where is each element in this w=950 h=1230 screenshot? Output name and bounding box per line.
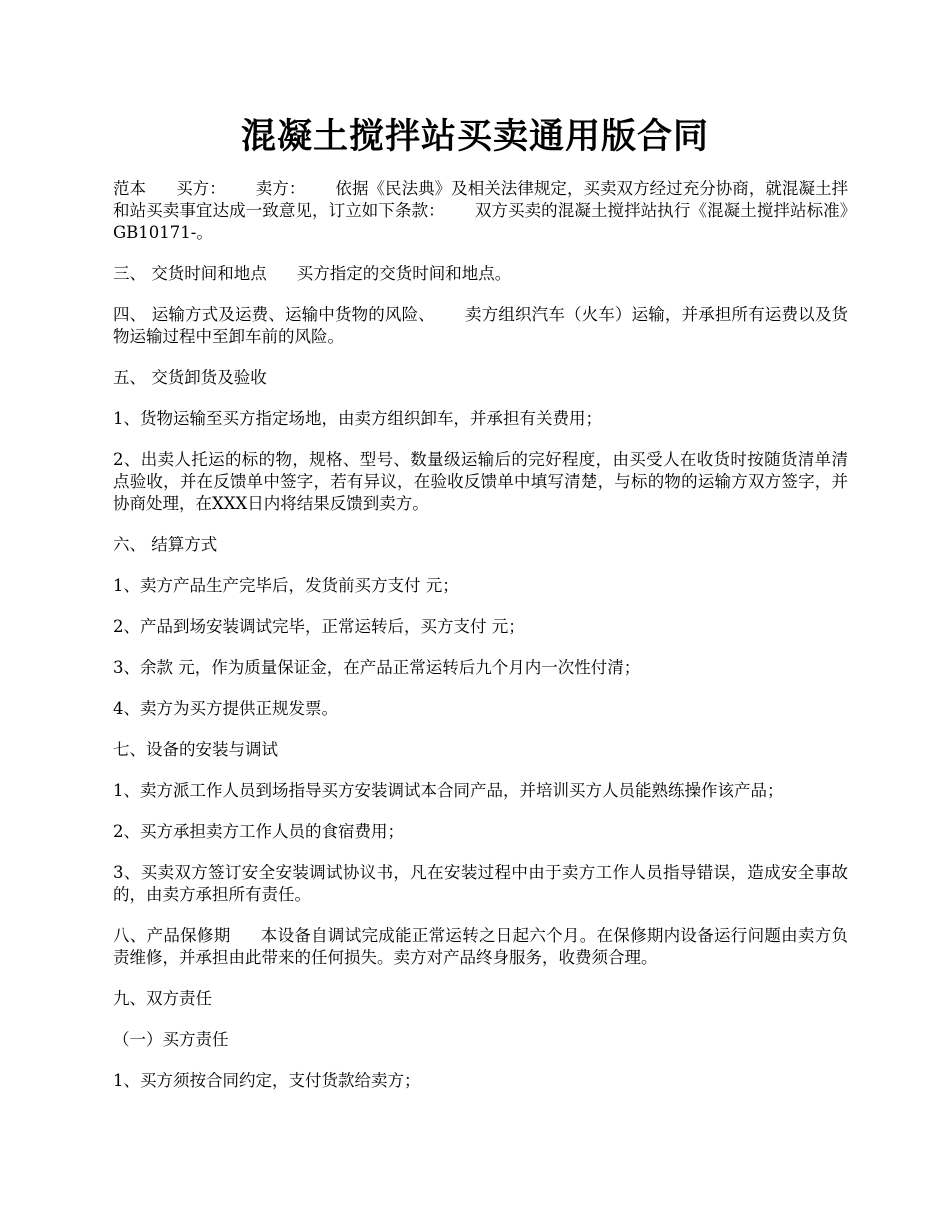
- section-7-item-2: 2、买方承担卖方工作人员的食宿费用；: [113, 822, 404, 841]
- document-title: 混凝土搅拌站买卖通用版合同: [240, 116, 709, 157]
- section-4-heading: 四、 运输方式及运费、运输中货物的风险、: [113, 305, 435, 324]
- section-3: [113, 263, 848, 285]
- section-8-text: 本设备自调试完成能正常运转之日起六个月。在保修期内设备运行问题由卖方负责维修，并承担由此带来的任何损失。卖方对产品终身服务，收费须合理。: [113, 926, 849, 967]
- intro-template-label: 范本: [113, 179, 147, 198]
- section-7-item-3: 3、买卖双方签订安全安装调试协议书，凡在安装过程中由于卖方工作人员指导错误，造成安全事故的，由卖方承担所有责任。: [113, 863, 848, 904]
- section-6-item-4: 4、卖方为买方提供正规发票。: [113, 699, 338, 718]
- section-4: [113, 304, 848, 348]
- section-5-item-2: 2、出卖人托运的标的物，规格、型号、数量级运输后的完好程度，由买受人在收货时按随货清单清点验收，并在反馈单中签字，若有异议，在验收反馈单中填写清楚，与标的物的运输方双方签字，并协商处理，在XXX日内将结果反馈到卖方。: [113, 450, 848, 513]
- section-9-subheading: （一）买方责任: [113, 1030, 229, 1049]
- section-6-item-3: 3、余款 元，作为质量保证金，在产品正常运转后九个月内一次性付清；: [113, 658, 641, 677]
- section-6-heading: 六、 结算方式: [113, 535, 218, 554]
- section-6-item-1: 1、卖方产品生产完毕后，发货前买方支付 元；: [113, 576, 459, 595]
- intro-buyer-label: 买方：: [176, 179, 226, 198]
- section-7-heading: 七、设备的安装与调试: [113, 740, 278, 759]
- intro-basis-text: 依据《民法典》及相关法律规定，买卖双方经过充分协商，就混凝土拌和站买卖事宜达成一致意见，订立如下条款：: [113, 179, 849, 220]
- section-4-text: 卖方组织汽车（火车）运输，并承担所有运费以及货物运输过程中至卸车前的风险。: [113, 305, 849, 346]
- intro-standard-text: 双方买卖的混凝土搅拌站执行《混凝土搅拌站标准》GB10171-。: [113, 201, 849, 242]
- section-3-heading: 三、 交货时间和地点: [113, 264, 267, 283]
- section-9-item-1: 1、买方须按合同约定，支付货款给卖方；: [113, 1071, 421, 1090]
- section-5-heading: 五、 交货卸货及验收: [113, 368, 267, 387]
- intro-paragraph: [113, 178, 848, 244]
- section-6-item-2: 2、产品到场安装调试完毕，正常运转后，买方支付 元；: [113, 617, 525, 636]
- section-9-heading: 九、双方责任: [113, 989, 212, 1008]
- document-body: [113, 178, 848, 1111]
- section-3-text: 买方指定的交货时间和地点。: [296, 264, 512, 283]
- intro-seller-label: 卖方：: [255, 179, 306, 198]
- section-7-item-1: 1、卖方派工作人员到场指导买方安装调试本合同产品，并培训买方人员能熟练操作该产品；: [113, 781, 784, 800]
- section-8: [113, 925, 848, 969]
- section-5-item-1: 1、货物运输至买方指定场地，由卖方组织卸车，并承担有关费用；: [113, 409, 602, 428]
- section-8-heading: 八、产品保修期: [113, 926, 231, 945]
